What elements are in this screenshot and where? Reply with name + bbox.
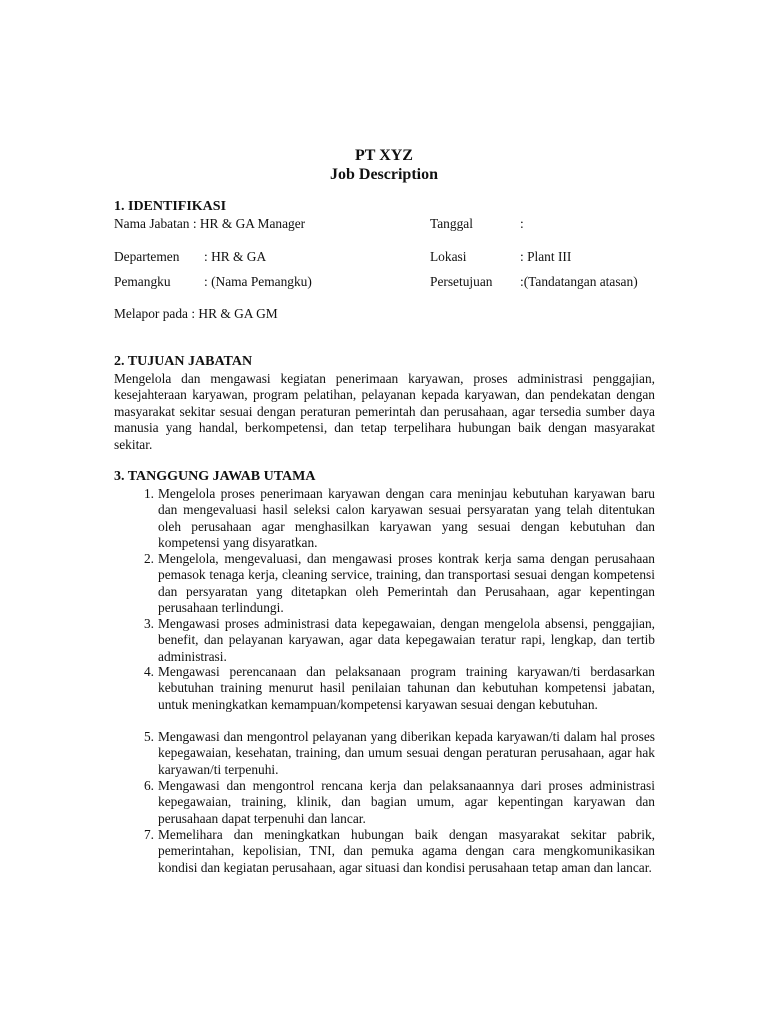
section-heading-identifikasi: 1. IDENTIFIKASI [114, 199, 227, 214]
document-subtitle: Job Description [330, 166, 438, 183]
list-item-text: Memelihara dan meningkatkan hubungan baik dengan masyarakat sekitar pabrik, pemerintahan, kepolisian, TNI, dan pemuka agama dengan cara mengkomunikasikan kondisi dan kegiatan perusahaan, agar situasi dan kondisi perusahaan tetap aman dan lancar. [158, 827, 655, 875]
field-departemen-label: Departemen [114, 249, 180, 264]
section-heading-tujuan: 2. TUJUAN JABATAN [114, 354, 253, 369]
list-item-number: 6. [143, 778, 154, 793]
list-item [114, 729, 655, 778]
list-item [114, 778, 655, 827]
list-item-number: 2. [143, 551, 154, 566]
field-lokasi-label: Lokasi [430, 249, 467, 264]
list-item [114, 664, 655, 713]
field-persetujuan-value: :(Tandatangan atasan) [520, 274, 638, 289]
list-item-number: 3. [143, 616, 154, 631]
list-item [114, 616, 655, 665]
list-item [114, 827, 655, 876]
field-lokasi-value: : Plant III [520, 249, 572, 264]
list-item-text: Mengawasi dan mengontrol pelayanan yang diberikan kepada karyawan/ti dalam hal proses kepegawaian, kesehatan, training, dan umum sesuai dengan peraturan perusahaan, agar hak karyawan/ti terpenuhi. [158, 729, 655, 777]
tujuan-paragraph: Mengelola dan mengawasi kegiatan penerimaan karyawan, proses administrasi penggajian, kesejahteraan karyawan, program pelatihan, pelayanan kepada karyawan, dan pendekatan dengan masyarakat sekitar sesuai dengan peraturan pemerintah dan perusahaan, agar tersedia sumber daya manusia yang handal, berkompetensi, dan tetap terpelihara hubungan baik dengan masyarakat sekitar. [114, 371, 655, 452]
field-tanggal-value: : [520, 216, 524, 231]
list-item-number: 7. [143, 827, 154, 842]
company-title: PT XYZ [355, 147, 413, 164]
field-nama-jabatan: Nama Jabatan : HR & GA Manager [114, 216, 306, 231]
field-departemen-value: : HR & GA [204, 249, 267, 264]
list-item-text: Mengawasi proses administrasi data kepegawaian, dengan mengelola absensi, penggajian, benefit, dan pelayanan karyawan, agar data kepegawaian teratur rapi, lengkap, dan tertib administrasi. [158, 616, 655, 664]
field-tanggal-label: Tanggal [430, 216, 473, 231]
list-item-text: Mengawasi dan mengontrol rencana kerja dan pelaksanaannya dari proses administrasi kepegawaian, training, klinik, dan bagian umum, agar kepentingan karyawan dan perusahaan dapat terpenuhi dan lancar. [158, 778, 655, 826]
field-pemangku-value: : (Nama Pemangku) [204, 274, 312, 289]
list-item-number: 4. [143, 664, 154, 679]
field-persetujuan-label: Persetujuan [430, 274, 493, 289]
list-item-text: Mengelola, mengevaluasi, dan mengawasi proses kontrak kerja sama dengan perusahaan pemasok tenaga kerja, cleaning service, training, dan transportasi sesuai dengan kompetensi dan persyaratan yang ditetapkan oleh Pemerintah dan Perusahaan, agar kepentingan perusahaan terlindungi. [158, 551, 655, 616]
list-item-number: 5. [143, 729, 154, 744]
field-pemangku-label: Pemangku [114, 274, 171, 289]
list-item-number: 1. [143, 486, 154, 501]
list-item-text: Mengelola proses penerimaan karyawan dengan cara meninjau kebutuhan karyawan baru dan mengevaluasi hasil seleksi calon karyawan sesuai persyaratan yang telah ditentukan oleh perusahaan agar menghasilkan karyawan yang sesuai dengan kebutuhan dan kompetensi yang disyaratkan. [158, 486, 655, 551]
list-item [114, 486, 655, 552]
list-item-text: Mengawasi perencanaan dan pelaksanaan program training karyawan/ti berdasarkan kebutuhan training menurut hasil penilaian tahunan dan kebutuhan kompetensi jabatan, untuk meningkatkan kemampuan/kompetensi karyawan sesuai dengan kebutuhan. [158, 664, 655, 712]
section-heading-tanggung-jawab: 3. TANGGUNG JAWAB UTAMA [114, 469, 316, 484]
field-melapor-pada: Melapor pada : HR & GA GM [114, 306, 278, 321]
list-item [114, 551, 655, 617]
